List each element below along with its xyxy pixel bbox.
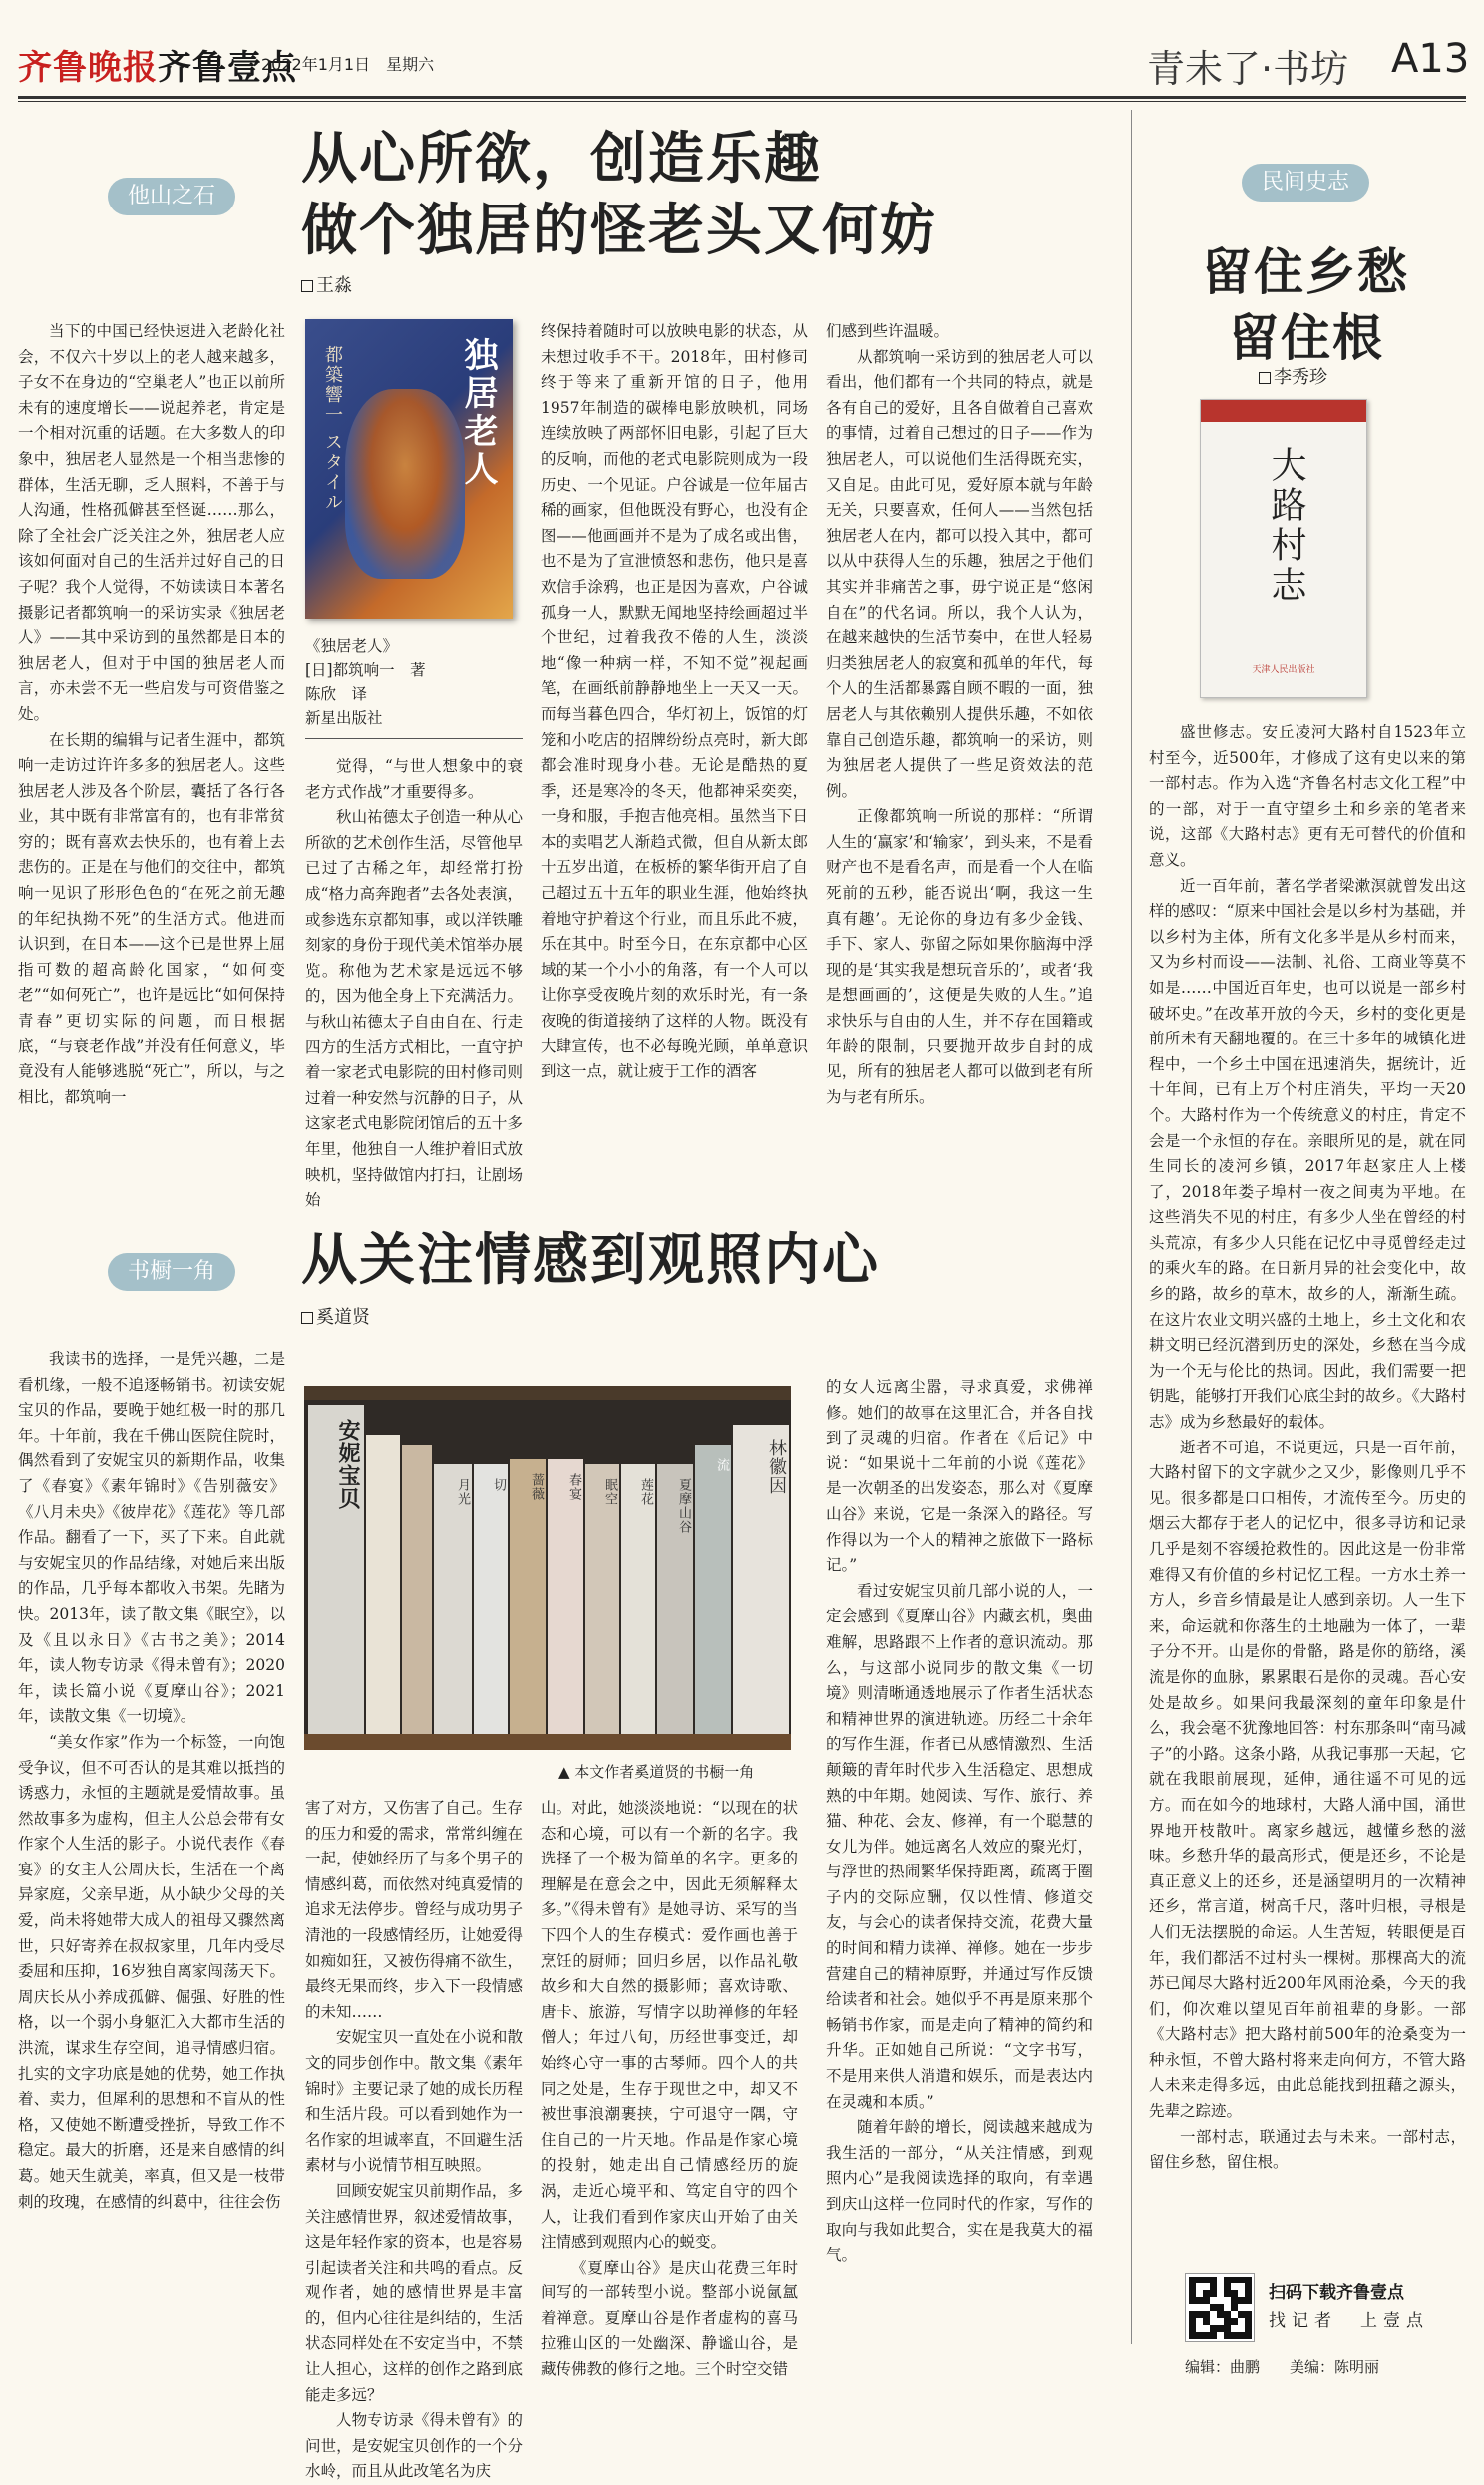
book-spine xyxy=(510,1459,546,1734)
article3-byline xyxy=(1259,363,1327,389)
book-spine xyxy=(695,1445,731,1734)
paragraph: 从都筑响一采访到的独居老人可以看出，他们都有一个共同的特点，就是各有自己的爱好，且各自做着自己喜欢的事情，过着自己想过的日子——作为独居老人，可以说他们生活得既充实，又自足。由此可见，爱好原本就与年龄无关，只要喜欢，任何人——当然包括独居老人在内，都可以投入其中，都可以从中获得人生的乐趣，独居之于他们其实并非痛苦之事，毋宁说正是“悠闲自在”的代名词。所以，我个人认为，在越来越快的生活节奏中，在世人轻易归类独居老人的寂寞和孤单的年代，每个人的生活都暴露自顾不暇的一面，独居老人与其依赖别人提供乐趣，不如依靠自己创造乐趣，都筑响一的采访，则为独居老人提供了一些足资效法的范例。 xyxy=(826,347,1093,800)
qr-cell xyxy=(1245,2311,1252,2318)
brand-name: 齐鲁晚报 xyxy=(18,48,158,88)
caption-title: 《独居老人》 xyxy=(305,637,399,655)
article2-label: 书橱一角 xyxy=(108,1253,235,1291)
qr-cell xyxy=(1210,2332,1217,2339)
qr-cell xyxy=(1203,2277,1210,2283)
designer-name: 美编：陈明丽 xyxy=(1290,2358,1380,2376)
qr-cell xyxy=(1189,2277,1196,2283)
paragraph: 终保持着随时可以放映电影的状态，从未想过收手不干。2018年，田村修司终于等来了重新开馆的日子，他用1957年制造的碳棒电影放映机，同场连续放映了两部怀旧电影，引起了巨大的反响，而他的老式电影院则成为一段历史、一个见证。户谷诚是一位年届古稀的画家，但他既没有野心，也没有企图——他画画并不是为了成名或出售，也不是为了宣泄愤怒和悲伤，他只是喜欢信手涂鸦，也正是因为喜欢，户谷诚孤身一人，默默无闻地坚持绘画超过半个世纪，过着我孜不倦的人生，淡淡地“像一种病一样，不知不觉”视起画笔，在画纸前静静地坐上一天又一天。而每当暮色四合，华灯初上，饭馆的灯笼和小吃店的招牌纷纷点亮时，新大郎都会准时现身小巷。无论是酷热的夏季，还是寒冷的冬天，他都神采奕奕，一身和服，手抱吉他亮相。虽然当下日本的卖唱艺人渐趋式微，但自从新太郎十五岁出道，在板桥的繁华街开启了自己超过五十五年的职业生涯，他始终执着地守护着这个行业，而且乐此不疲，乐在其中。时至今日，在东京都中心区域的某一个小小的角落，有一个人可以让你享受夜晚片刻的欢乐时光，有一条夜晚的街道接纳了这样的人物。既没有大肆宣传，也不必每晚光顾，单单意识到这一点，就让疲于工作的酒客 xyxy=(541,322,808,1081)
qr-cell xyxy=(1196,2311,1203,2318)
book-spine-title: 安妮宝贝 xyxy=(335,1419,361,1510)
qr-cell xyxy=(1203,2297,1210,2304)
article1-column1 xyxy=(18,319,285,1197)
caption-publisher: 新星出版社 xyxy=(305,709,383,727)
article2-author: 奚道贤 xyxy=(316,1307,370,1328)
byline-box-icon xyxy=(301,280,313,292)
cover-band xyxy=(1201,400,1366,422)
qr-cell xyxy=(1224,2318,1231,2325)
qr-cell xyxy=(1224,2325,1231,2332)
qr-cell xyxy=(1224,2332,1231,2339)
bookshelf-photo xyxy=(304,1386,791,1750)
paragraph: “美女作家”作为一个标签，一向饱受争议，但不可否认的是其难以抵挡的诱惑力，永恒的主题就是爱情故事。虽然故事多为虚构，但主人公总会带有女作家个人生活的影子。小说代表作《春宴》的女主人公周庆长，生活在一个离异家庭，父亲早逝，从小缺少父母的关爱，尚未将她带大成人的祖母又骤然离世，只好寄养在叔叔家里，几年内受尽委屈和压抑，16岁独自离家闯荡天下。周庆长从小养成孤僻、倔强、好胜的性格，以一个弱小身躯汇入大都市生活的洪流，谋求生存空间，追寻情感归宿。扎实的文字功底是她的优势，她工作执着、卖力，但犀利的思想和不盲从的性格，又使她不断遭受挫折，导致工作不稳定。最大的折磨，还是来自感情的纠葛。她天生就美，率真，但又是一枝带刺的玫瑰，在感情的纠葛中，往往会伤 xyxy=(18,1732,285,2211)
book-spine xyxy=(585,1464,619,1734)
qr-cell xyxy=(1196,2277,1203,2283)
editor-name: 编辑：曲鹏 xyxy=(1185,2358,1261,2376)
paragraph: 在长期的编辑与记者生涯中，都筑响一走访过许许多多的独居老人。这些独居老人涉及各个阶层，囊括了各行各业，其中既有非常富有的，也有非常贫穷的；既有喜欢去快乐的，也有着上去悲伤的。正是在与他们的交往中，都筑响一见识了形形色色的“在死之前无趣的年纪执拗不死”的生活方式。他进而认识到，在日本——这个已是世界上屈指可数的超高龄化国家，“如何变老”“如何死亡”，也许是远比“如何保持青春”更切实际的问题，而日根据底，“与衰老作战”并没有任何意义，毕竟没有人能够逃脱“死亡”，所以，与之相比，都筑响一 xyxy=(18,730,285,1106)
qr-cell xyxy=(1189,2297,1196,2304)
qr-cell xyxy=(1238,2332,1245,2339)
qr-cell xyxy=(1189,2283,1196,2290)
article2-byline xyxy=(301,1303,370,1329)
column-divider xyxy=(1131,110,1132,2344)
article3-column xyxy=(1149,720,1466,2262)
cover-subtitle: 都築響一 スタイル xyxy=(322,345,343,513)
qr-cell xyxy=(1245,2318,1252,2325)
qr-cell xyxy=(1245,2332,1252,2339)
book-spine xyxy=(733,1425,789,1734)
qr-cell xyxy=(1231,2304,1238,2311)
qr-cell xyxy=(1217,2304,1224,2311)
qr-cell xyxy=(1245,2277,1252,2283)
qr-cell xyxy=(1189,2318,1196,2325)
qr-cell xyxy=(1196,2297,1203,2304)
book-caption xyxy=(305,634,525,730)
book-spine xyxy=(548,1459,583,1734)
book-cover-dalu-cunzhi xyxy=(1200,399,1367,698)
qr-cell xyxy=(1224,2277,1231,2283)
header-rule-thin xyxy=(18,101,1466,102)
qr-cell xyxy=(1210,2277,1217,2283)
paragraph: 觉得，“与世人想象中的衰老方式作战”才重要得多。 xyxy=(305,757,523,801)
qr-cell xyxy=(1203,2318,1210,2325)
qr-cell xyxy=(1189,2325,1196,2332)
qr-cell xyxy=(1189,2290,1196,2297)
book-spine-title: 莲花 xyxy=(638,1478,653,1506)
qr-cell xyxy=(1203,2332,1210,2339)
header-rule xyxy=(18,96,1466,99)
qr-cell xyxy=(1245,2290,1252,2297)
qr-cell xyxy=(1196,2332,1203,2339)
qr-cell xyxy=(1189,2332,1196,2339)
book-spine xyxy=(621,1464,655,1734)
article1-column2 xyxy=(305,754,523,1210)
caption-author: [日]都筑响一 著 xyxy=(305,661,426,679)
section-name: 青未了·书坊 xyxy=(1147,47,1349,91)
qr-cell xyxy=(1245,2297,1252,2304)
paragraph: 人物专访录《得未曾有》的问世，是安妮宝贝创作的一个分水岭，而且从此改笔名为庆 xyxy=(305,2411,523,2481)
paragraph: 看过安妮宝贝前几部小说的人，一定会感到《夏摩山谷》内藏玄机，奥曲难解，思路跟不上作者的意识流动。那么，与这部小说同步的散文集《一切境》则清晰通透地展示了作者生活状态和精神世界的演进轨迹。历经二十余年的写作生涯，作者已从感情激烈、生活颠簸的青年时代步入生活稳定、思想成熟的中年期。她阅读、写作、旅行、养猫、种花、会友、修禅，有一个聪慧的女儿为伴。她远离名人效应的聚光灯，与浮世的热闹繁华保持距离，疏离于圈子内的交际应酬，仅以性情、修道交友，与会心的读者保持交流，花费大量的时间和精力读禅、禅修。她在一步步营建自己的精神原野，并通过写作反馈给读者和社会。她似乎不再是原来那个畅销书作家，而是走向了精神的简约和升华。正如她自己所说：“文字书写，不是用来供人消遣和娱乐，而是表达内在灵魂和本质。” xyxy=(826,1581,1093,2111)
shelf-board xyxy=(304,1734,791,1750)
book-spine-title: 春宴 xyxy=(566,1473,581,1501)
book-spine-title: 月光 xyxy=(455,1478,470,1506)
qr-cell xyxy=(1231,2332,1238,2339)
book-spine-title: 夏摩山谷 xyxy=(676,1478,691,1534)
caption-rule xyxy=(305,738,523,739)
article3-label: 民间史志 xyxy=(1242,164,1369,202)
paragraph: 近一百年前，著名学者梁漱溟就曾发出这样的感叹：“原来中国社会是以乡村为基础，并以乡村为主体，所有文化多半是从乡村而来，又为乡村而设——法制、礼俗、工商业等莫不如是……中国近百年史，也可以说是一部乡村破坏史。”在改革开放的今天，乡村的变化更是前所未有天翻地覆的。在三十多年的城镇化进程中，一个乡土中国在迅速消失，据统计，近十年间，已有上万个村庄消失，平均一天20个。大路村作为一个传统意义的村庄，肯定不会是一个永恒的存在。亲眼所见的是，就在同生同长的凌河乡镇，2017年赵家庄人上楼了，2018年娄子埠村一夜之间夷为平地。在这些消失不见的村庄，有多少人坐在曾经的村头荒凉，有多少人只能在记忆中寻觅曾经走过的乘火车的路。在日新月异的社会变化中，故乡的路，故乡的草木，故乡的人，渐渐生疏。在这片农业文明兴盛的土地上，乡土文化和农耕文明已经沉潜到历史的深处，乡愁在当今成为一个无与伦比的热词。因此，我们需要一把钥匙，能够打开我们心底尘封的故乡。《大路村志》成为乡愁最好的载体。 xyxy=(1149,876,1466,1432)
book-spine xyxy=(402,1445,432,1734)
paragraph: 我读书的选择，一是凭兴趣，二是看机缘，一般不追逐畅销书。初读安妮宝贝的作品，要晚于她红极一时的那几年。十年前，我在千佛山医院住院时，偶然看到了安妮宝贝的新期作品，收集了《春宴》《素年锦时》《告别薇安》《八月未央》《彼岸花》《莲花》等几部作品。翻看了一下，买了下来。自此就与安妮宝贝的作品结缘，对她后来出版的作品，几乎每本都收入书架。先睹为快。2013年，读了散文集《眠空》，以及《且以永日》《古书之美》；2014年，读人物专访录《得未曾有》；2020年，读长篇小说《夏摩山谷》；2021年，读散文集《一切境》。 xyxy=(18,1350,285,1726)
cover-title: 大路村志 xyxy=(1266,446,1306,606)
qr-cell xyxy=(1231,2297,1238,2304)
article3-title-line2: 留住根 xyxy=(1229,308,1384,367)
caption-translator: 陈欣 译 xyxy=(305,685,368,703)
paragraph: 一部村志，联通过去与未来。一部村志，留住乡愁，留住根。 xyxy=(1149,2127,1466,2172)
book-spine xyxy=(657,1464,693,1734)
article3-title-line1: 留住乡愁 xyxy=(1202,242,1409,301)
book-cover-duju-laoren xyxy=(305,319,513,619)
qr-cell xyxy=(1224,2290,1231,2297)
qr-cell xyxy=(1210,2325,1217,2332)
book-spine-title: 蔷薇 xyxy=(529,1473,544,1501)
brand-name-secondary: 齐鲁壹点 xyxy=(158,48,297,88)
qr-cell xyxy=(1231,2277,1238,2283)
paragraph: 逝者不可追，不说更远，只是一百年前，大路村留下的文字就少之又少，影像则几乎不见。很多都是口口相传，才流传至今。历史的烟云大都存于老人的记忆中，很多寻访和记录几乎是刻不容缓抢救性的。因此这是一份非常难得又有价值的乡村记忆工程。一方水土养一方人，乡音乡情最是让人感到亲切。人一生下来，命运就和你落生的土地融为一体了，一辈子分不开。山是你的骨骼，路是你的筋络，溪流是你的血脉，累累眼石是你的灵魂。吾心安处是故乡。如果问我最深刻的童年印象是什么，我会毫不犹豫地回答：村东那条叫“南马减子”的小路。这条小路，从我记事那一天起，它就在我眼前展现，延伸，通往遥不可见的远方。而在如今的地球村，大路人涌中国，涌世界地开枝散叶。离家乡越远，越懂乡愁的滋味。乡愁升华的最高形式，便是还乡，不论是真正意义上的还乡，还是涵望明月的一次精神还乡，常言道，树高千尺，落叶归根，寻根是人们无法摆脱的命运。人生苦短，转眼便是百年，我们都活不过村头一棵树。那棵高大的流苏已闻尽大路村近200年风雨沧桑，今天的我们，仰次难以望见百年前祖辈的身影。一部《大路村志》把大路村前500年的沧桑变为一种永恒，不曾大路村将来走向何方，不管大路人未来走得多远，由此总能找到扭藉之源头，先辈之踪迹。 xyxy=(1149,1438,1466,2121)
editor-credits xyxy=(1185,2356,1379,2377)
qr-cell xyxy=(1238,2311,1245,2318)
article2-column4 xyxy=(826,1375,1093,2339)
portrait-illustration xyxy=(345,389,465,579)
qr-code-icon[interactable] xyxy=(1185,2273,1255,2342)
book-spine-title: 眠空 xyxy=(602,1478,617,1506)
qr-cell xyxy=(1189,2311,1196,2318)
paragraph: 回顾安妮宝贝前期作品，多关注感情世界，叙述爱情故事，这是年轻作家的资本，也是容易引起读者关注和共鸣的看点。反观作者，她的感情世界是丰富的，但内心往往是纠结的，生活状态同样处在不安定当中，不禁让人担心，这样的创作之路到底能走多远？ xyxy=(305,2181,523,2404)
qr-cell xyxy=(1245,2325,1252,2332)
qr-cell xyxy=(1203,2311,1210,2318)
shelf-top xyxy=(304,1386,791,1400)
masthead-logo xyxy=(18,40,297,89)
cover-title: 独居老人 xyxy=(458,337,498,489)
article1-label: 他山之石 xyxy=(108,178,235,215)
article1-title-line2: 做个独居的怪老头又何妨 xyxy=(301,198,937,263)
paragraph: 山。对此，她淡淡地说：“以现在的状态和心境，可以有一个新的名字。我选择了一个极为简单的名字。更多的理解是在意会之中，因此无须解释太多。”《得未曾有》是她寻访、采写的当下四个人的生存模式：爱作画也善于烹饪的厨师；回归乡居，以作品礼敬故乡和大自然的摄影师；喜欢诗歌、唐卡、旅游，写情字以助禅修的年轻僧人；年过八旬，历经世事变迁，却始终心守一事的古琴师。四个人的共同之处是，生存于现世之中，却又不被世事浪潮裹挟，宁可退守一隅，守住自己的一片天地。作品是作家心境的投射，她走出自己情感经历的旋涡，走近心境平和、笃定自守的四个人，让我们看到作家庆山开始了由关注情感到观照内心的蜕变。 xyxy=(541,1799,798,2252)
byline-box-icon xyxy=(1259,372,1271,384)
paragraph: 《夏摩山谷》是庆山花费三年时间写的一部转型小说。整部小说氤氲着禅意。夏摩山谷是作者虚构的喜马拉雅山区的一处幽深、静谧山谷，是藏传佛教的修行之地。三个时空交错 xyxy=(541,2258,798,2379)
byline-box-icon xyxy=(301,1312,313,1324)
paragraph: 随着年龄的增长，阅读越来越成为我生活的一部分，“从关注情感，到观照内心”是我阅读选择的取向，有幸遇到庆山这样一位同时代的作家，写作的取向与我如此契合，实在是我莫大的福气。 xyxy=(826,2118,1093,2265)
qr-subtitle: 找记者 上壹点 xyxy=(1269,2311,1429,2331)
article2-title: 从关注情感到观照内心 xyxy=(301,1227,880,1293)
article2-column1 xyxy=(18,1347,285,2339)
article1-column3 xyxy=(541,319,808,1197)
qr-cell xyxy=(1231,2318,1238,2325)
paragraph: 当下的中国已经快速进入老龄化社会，不仅六十岁以上的老人越来越多，子女不在身边的“空巢老人”也正以前所未有的速度增长——说起养老，肯定是一个相对沉重的话题。在大多数人的印象中，独居老人显然是一个相当悲惨的群体，生活无聊，乏人照料，不善于与人沟通，性格孤僻甚至怪诞……那么，除了全社会广泛关注之外，独居老人应该如何面对自己的生活并过好自己的日子呢？我个人觉得，不妨读读日本著名摄影记者都筑响一的采访实录《独居老人》——其中采访到的虽然都是日本的独居老人，但对于中国的独居老人而言，亦未尝不无一些启发与可资借鉴之处。 xyxy=(18,322,285,723)
article1-byline xyxy=(301,271,352,297)
qr-cell xyxy=(1217,2325,1224,2332)
paragraph: 秋山祐德太子创造一种从心所欲的艺术创作生活，尽管他早已过了古稀之年，却经常打扮成“格力高奔跑者”去各处表演，或参选东京都知事，或以洋铁雕刻家的身份于现代美术馆举办展览。称他为艺术家是远远不够的，因为他全身上下充满活力。与秋山祐德太子自由自在、行走四方的生活方式相比，一直守护着一家老式电影院的田村修司则过着一种安然与沉静的日子，从这家老式电影院闭馆后的五十多年里，他独自一人维护着旧式放映机，坚持做馆内打扫，让剧场始 xyxy=(305,808,523,1210)
article2-column3 xyxy=(541,1796,798,2379)
paragraph: 的女人远离尘嚣，寻求真爱，求佛禅修。她们的故事在这里汇合，并各自找到了灵魂的归宿。作者在《后记》中说：“如果说十二年前的小说《莲花》是一次朝圣的出发姿态，那么对《夏摩山谷》来说，它是一条深入的路径。写作得以为一个人的精神之旅做下一路标记。” xyxy=(826,1378,1093,1575)
paragraph: 安妮宝贝一直处在小说和散文的同步创作中。散文集《素年锦时》主要记录了她的成长历程和生活片段。可以看到她作为一名作家的坦诚率直，不回避生活素材与小说情节相互映照。 xyxy=(305,2028,523,2175)
paragraph: 们感到些许温暖。 xyxy=(826,322,950,340)
qr-cell xyxy=(1203,2290,1210,2297)
book-spine xyxy=(308,1405,364,1734)
qr-cell xyxy=(1224,2311,1231,2318)
qr-cell xyxy=(1238,2277,1245,2283)
qr-cell xyxy=(1238,2297,1245,2304)
paragraph: 正像都筑响一所说的那样：“所谓人生的‘赢家’和‘输家’，到头来，不是看财产也不是看名声，而是看一个人在临死前的五秒，能否说出‘啊，我这一生真有趣’。无论你的身边有多少金钱、手下、家人、弥留之际如果你脑海中浮现的是‘其实我是想玩音乐的’，或者‘我是想画画的’，这便是失败的人生。”追求快乐与自由的人生，并不存在国籍或年龄的限制，只要抛开故步自封的成见，所有的独居老人都可以做到老有所为与老有所乐。 xyxy=(826,807,1093,1106)
page-number: A13 xyxy=(1391,36,1470,82)
issue-date: 2022年1月1日 星期六 xyxy=(261,55,435,74)
photo-caption: ▲ 本文作者奚道贤的书橱一角 xyxy=(558,1763,755,1781)
book-spine-title: 流 xyxy=(714,1458,729,1472)
qr-cell xyxy=(1217,2311,1224,2318)
article1-title-line1: 从心所欲，创造乐趣 xyxy=(301,126,822,192)
qr-cell xyxy=(1245,2283,1252,2290)
book-spine-title: 林徽因 xyxy=(766,1439,787,1495)
book-spine xyxy=(474,1464,508,1734)
article3-author: 李秀珍 xyxy=(1274,367,1327,388)
qr-cell xyxy=(1210,2283,1217,2290)
qr-cell xyxy=(1224,2283,1231,2290)
book-spine xyxy=(434,1464,472,1734)
book-spine-title: 切 xyxy=(491,1478,506,1492)
paragraph: 害了对方，又伤害了自己。生存的压力和爱的需求，常常纠缠在一起，使她经历了与多个男子的情感纠葛，而依然对纯真爱情的追求无法停步。曾经与成功男子清池的一段感情经历，让她爱得如痴如狂，又被伤得痛不欲生，最终无果而终，步入下一段情感的未知…… xyxy=(305,1799,523,2021)
article2-column2 xyxy=(305,1796,523,2481)
cover-publisher: 天津人民出版社 xyxy=(1252,665,1315,675)
qr-cell xyxy=(1210,2290,1217,2297)
article1-author: 王淼 xyxy=(316,275,352,296)
qr-cell xyxy=(1210,2304,1217,2311)
paragraph: 盛世修志。安丘凌河大路村自1523年立村至今，近500年，才修成了这有史以来的第一部村志。作为入选“齐鲁名村志文化工程”中的一部，对于一直守望乡土和乡亲的笔者来说，这部《大路村志》更有无可替代的价值和意义。 xyxy=(1149,723,1466,869)
book-spine xyxy=(366,1435,400,1734)
qr-cell xyxy=(1231,2290,1238,2297)
article1-column4 xyxy=(826,319,1093,1197)
qr-title: 扫码下载齐鲁壹点 xyxy=(1269,2283,1404,2303)
